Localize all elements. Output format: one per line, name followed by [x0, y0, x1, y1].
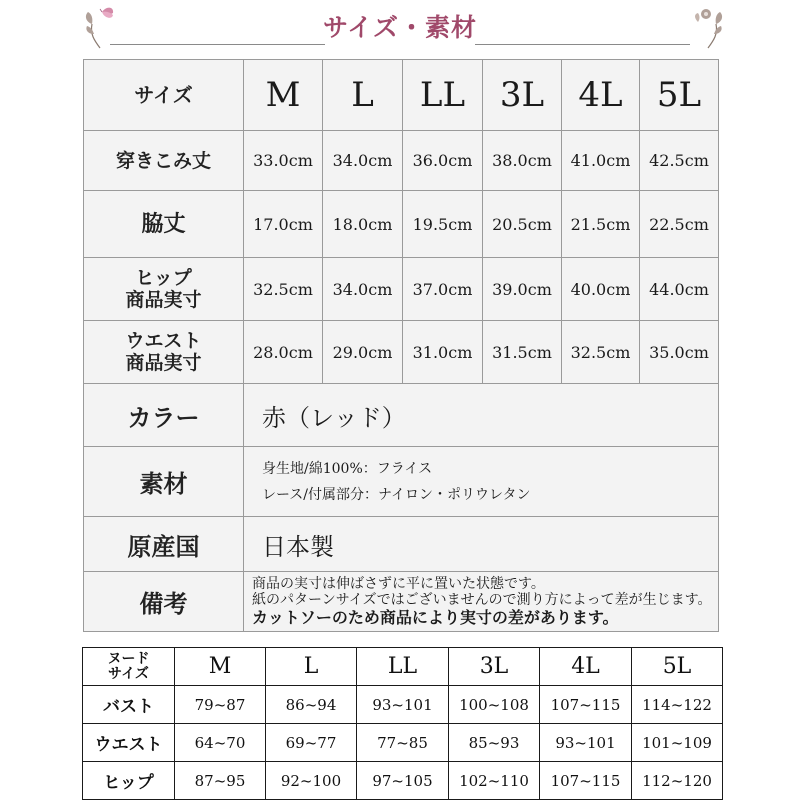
remarks-line: 紙のパターンサイズではございませんので測り方によって差が生じます。: [252, 591, 712, 608]
cell: 31.0cm: [403, 321, 483, 384]
row-label-hip-line2: 商品実寸: [125, 289, 202, 311]
cell: 112~120: [632, 762, 723, 800]
size-spec-table: [83, 59, 719, 632]
cell: 77~85: [357, 724, 449, 762]
nude-size-col-l: L: [266, 648, 357, 686]
nude-label-waist: ウエスト: [83, 724, 175, 762]
cell: 97~105: [357, 762, 449, 800]
nude-size-table: [82, 647, 723, 800]
cell: 69~77: [266, 724, 357, 762]
size-col-m: M: [244, 60, 323, 131]
header-divider-right: [475, 44, 690, 45]
nude-row-waist: [83, 724, 723, 762]
cell: 114~122: [632, 686, 723, 724]
cell: 101~109: [632, 724, 723, 762]
material-line: 身生地/綿100%：フライス: [262, 460, 433, 477]
cell: 93~101: [540, 724, 632, 762]
cell: 92~100: [266, 762, 357, 800]
nude-size-col-m: M: [175, 648, 266, 686]
cell: 34.0cm: [323, 131, 403, 191]
cell: 100~108: [449, 686, 540, 724]
row-label-rise: 穿きこみ丈: [84, 131, 244, 191]
color-label: カラー: [84, 384, 244, 447]
remarks-value-cell: [244, 572, 719, 632]
spec-row-hip: [84, 258, 719, 321]
nude-header-row: [83, 648, 723, 686]
floral-ornament-icon: [688, 4, 728, 50]
cell: 32.5cm: [244, 258, 323, 321]
spec-header-row: [84, 60, 719, 131]
spec-row-remarks: [84, 572, 719, 632]
spec-row-rise: [84, 131, 719, 191]
material-value-cell: [244, 447, 719, 517]
cell: 44.0cm: [640, 258, 719, 321]
size-col-l: L: [323, 60, 403, 131]
cell: 85~93: [449, 724, 540, 762]
cell: 41.0cm: [562, 131, 640, 191]
size-col-4l: 4L: [562, 60, 640, 131]
cell: 107~115: [540, 686, 632, 724]
size-col-5l: 5L: [640, 60, 719, 131]
row-label-waist: [84, 321, 244, 384]
cell: 38.0cm: [483, 131, 562, 191]
cell: 29.0cm: [323, 321, 403, 384]
size-col-3l: 3L: [483, 60, 562, 131]
cell: 18.0cm: [323, 191, 403, 258]
material-line: レース/付属部分：ナイロン・ポリウレタン: [262, 486, 531, 503]
nude-size-col-3l: 3L: [449, 648, 540, 686]
nude-size-header-line2: サイズ: [108, 665, 149, 682]
row-label-side-length: 脇丈: [84, 191, 244, 258]
cell: 28.0cm: [244, 321, 323, 384]
nude-row-hip: [83, 762, 723, 800]
size-header-label: サイズ: [84, 60, 244, 131]
cell: 93~101: [357, 686, 449, 724]
nude-label-bust: バスト: [83, 686, 175, 724]
row-label-hip: [84, 258, 244, 321]
cell: 34.0cm: [323, 258, 403, 321]
nude-size-col-ll: LL: [357, 648, 449, 686]
cell: 87~95: [175, 762, 266, 800]
color-value-cell: [244, 384, 719, 447]
cell: 36.0cm: [403, 131, 483, 191]
origin-value-cell: [244, 517, 719, 572]
section-header: [0, 0, 800, 52]
cell: 21.5cm: [562, 191, 640, 258]
section-title: サイズ・素材: [322, 13, 477, 42]
color-value: 赤（レッド）: [262, 403, 406, 432]
spec-row-side-length: [84, 191, 719, 258]
nude-size-col-4l: 4L: [540, 648, 632, 686]
nude-size-header: [83, 648, 175, 686]
cell: 35.0cm: [640, 321, 719, 384]
remarks-label: 備考: [84, 572, 244, 632]
nude-size-col-5l: 5L: [632, 648, 723, 686]
cell: 32.5cm: [562, 321, 640, 384]
origin-value: 日本製: [262, 532, 334, 561]
nude-row-bust: [83, 686, 723, 724]
cell: 22.5cm: [640, 191, 719, 258]
remarks-line: 商品の実寸は伸ばさずに平に置いた状態です。: [252, 575, 545, 592]
nude-size-header-line1: ヌード: [107, 650, 150, 667]
cell: 64~70: [175, 724, 266, 762]
cell: 107~115: [540, 762, 632, 800]
header-divider-left: [110, 44, 325, 45]
spec-row-origin: [84, 517, 719, 572]
cell: 39.0cm: [483, 258, 562, 321]
size-col-ll: LL: [403, 60, 483, 131]
cell: 37.0cm: [403, 258, 483, 321]
cell: 33.0cm: [244, 131, 323, 191]
cell: 40.0cm: [562, 258, 640, 321]
cell: 20.5cm: [483, 191, 562, 258]
cell: 19.5cm: [403, 191, 483, 258]
cell: 31.5cm: [483, 321, 562, 384]
material-label: 素材: [84, 447, 244, 517]
cell: 17.0cm: [244, 191, 323, 258]
row-label-waist-line1: ウエスト: [125, 330, 202, 352]
cell: 79~87: [175, 686, 266, 724]
spec-row-waist: [84, 321, 719, 384]
row-label-waist-line2: 商品実寸: [125, 352, 202, 374]
spec-row-material: [84, 447, 719, 517]
cell: 42.5cm: [640, 131, 719, 191]
spec-row-color: [84, 384, 719, 447]
cell: 102~110: [449, 762, 540, 800]
origin-label: 原産国: [84, 517, 244, 572]
remarks-line: カットソーのため商品により実寸の差があります。: [252, 607, 619, 627]
row-label-hip-line1: ヒップ: [135, 267, 192, 289]
cell: 86~94: [266, 686, 357, 724]
nude-label-hip: ヒップ: [83, 762, 175, 800]
